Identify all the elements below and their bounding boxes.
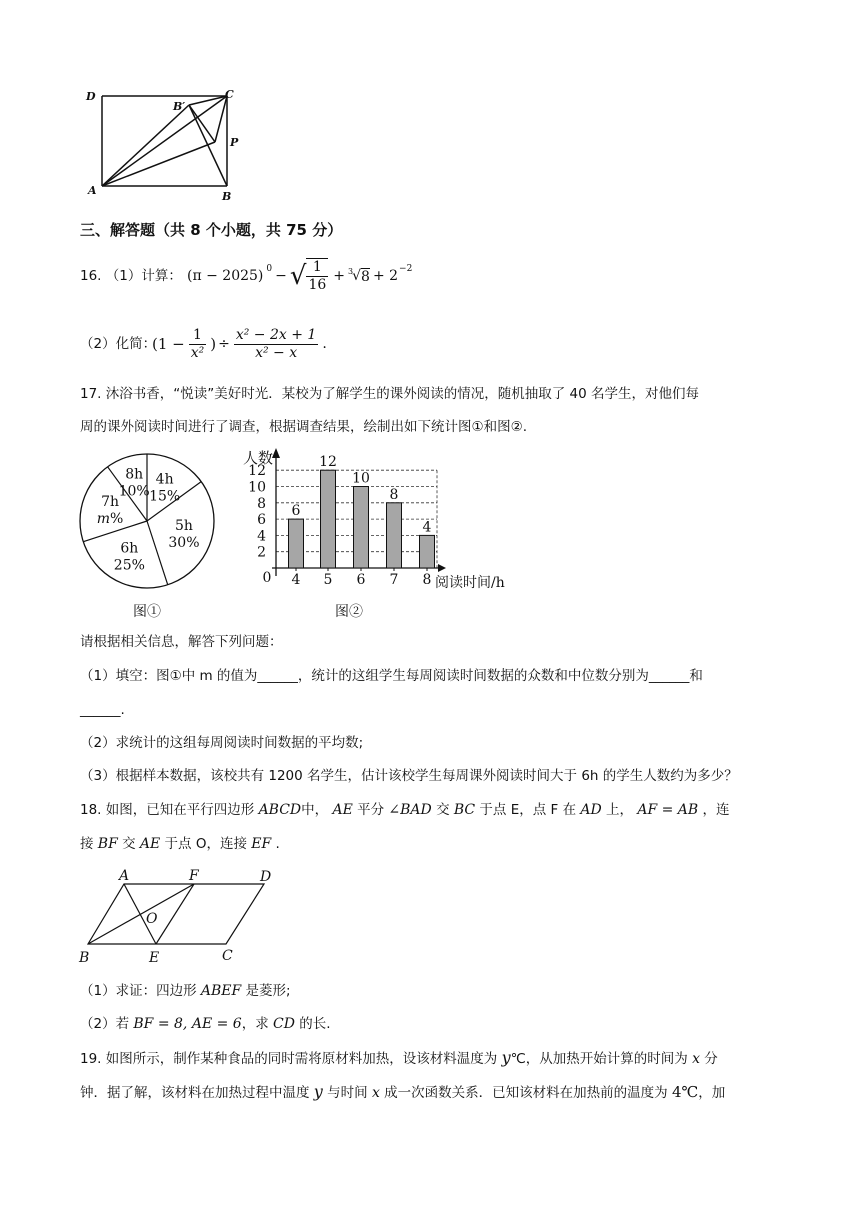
rect-label-a: A — [88, 184, 97, 197]
q19-l2-a: 钟．据了解，该材料在加热过程中温度 — [80, 1085, 310, 1101]
rect-label-b: B — [222, 190, 232, 203]
q18-l1-c: 平分 — [357, 802, 385, 818]
q16-p2-frac2-num: x² − 2x + 1 — [235, 326, 317, 343]
q19-l2-temp: 4℃ — [671, 1083, 699, 1101]
q18-p2-cd: CD — [273, 1016, 295, 1032]
q19-l1-unit: ℃ — [510, 1051, 526, 1067]
para-label-c: C — [222, 948, 233, 964]
q17-part2: （2）求统计的这组每周阅读时间数据的平均数; — [80, 735, 364, 751]
q18-p1-a: （1）求证：四边形 — [80, 983, 197, 999]
q16-cbrt-index: 3 — [348, 266, 354, 276]
q19-l1-c: 分 — [704, 1051, 718, 1067]
para-label-o: O — [146, 911, 158, 927]
q17-part3: （3）根据样本数据，该校共有 1200 名学生，估计该校学生每周课外阅读时间大于 6h 的学生人数约为多少？ — [80, 768, 738, 784]
q16-minus: − — [275, 268, 287, 284]
q18-l1-abcd: ABCD — [258, 802, 302, 818]
pie-slice-hours-label: 4h — [155, 471, 174, 488]
q16-part2-label: （2）化简： — [80, 336, 157, 352]
q18-l2-a: 接 — [80, 836, 94, 852]
q18-p1-b: 是菱形; — [245, 983, 291, 999]
sqrt-symbol-icon: √ — [289, 261, 307, 291]
q18-l1-b: 中， — [301, 802, 329, 818]
q18-l2-ef: EF — [251, 836, 272, 852]
q16-p2-frac1-den: x² — [190, 344, 205, 361]
q16-p2-fraction-1 — [189, 327, 207, 362]
q16-p2-frac1-num: 1 — [189, 327, 207, 345]
q18-p2-b: ，求 — [241, 1016, 269, 1032]
q16-part2-expression — [152, 322, 327, 366]
bar-value-label: 10 — [352, 470, 370, 487]
x-tick-label: 4 — [291, 572, 301, 588]
bar — [321, 470, 336, 568]
rect-label-c: C — [225, 88, 234, 101]
pie-slice-percent-label: 25% — [113, 557, 145, 574]
pie-slice-percent-label: 30% — [168, 535, 200, 552]
q19-l2-b: 与时间 — [327, 1085, 368, 1101]
bar — [289, 519, 304, 568]
y-axis-label: 人数 — [242, 449, 274, 467]
q18-l1-angle: ∠BAD — [388, 802, 432, 818]
pie-slice-percent-label: m% — [96, 510, 124, 527]
q18-l1-eq: AF = AB — [637, 802, 699, 818]
q18-line2 — [80, 834, 280, 854]
q19-l1-b: ，从加热开始计算的时间为 — [525, 1051, 688, 1067]
q18-l1-e: 于点 E，点 F 在 — [479, 802, 577, 818]
q18-p2-c: 的长. — [299, 1016, 331, 1032]
x-tick-label: 8 — [422, 572, 432, 588]
section-heading: 三、解答题（共 8 个小题，共 75 分） — [80, 221, 343, 239]
q18-l1-f: 上， — [606, 802, 634, 818]
y-tick-label: 4 — [257, 528, 266, 545]
q16-frac-num: 1 — [306, 259, 328, 277]
y-tick-label: 8 — [257, 495, 266, 512]
y-axis-arrow-icon — [272, 448, 280, 458]
q18-l1-a: 18. 如图，已知在平行四边形 — [80, 802, 255, 818]
q19-l1-y: y — [501, 1048, 511, 1067]
q19-l1-a: 19. 如图所示，制作某种食品的同时需将原材料加热，设该材料温度为 — [80, 1051, 498, 1067]
y-tick-label: 12 — [248, 463, 266, 480]
q18-l1-bc: BC — [453, 802, 476, 818]
rect-label-b-prime: B′ — [173, 100, 186, 113]
q18-l2-c: 于点 O，连接 — [164, 836, 247, 852]
q19-line2 — [80, 1082, 725, 1103]
q19-l2-c: 成一次函数关系．已知该材料在加热前的温度为 — [384, 1085, 668, 1101]
q18-l2-ae: AE — [139, 836, 161, 852]
pie-slice-percent-label: 10% — [118, 483, 150, 500]
q19-l2-y: y — [313, 1082, 323, 1101]
rectangle-fold-figure — [80, 80, 250, 205]
q16-p2-left-close: ) — [210, 335, 217, 353]
q16-part1-label: （1）计算： — [105, 268, 182, 284]
para-label-f: F — [189, 868, 199, 884]
y-tick-label: 10 — [248, 479, 266, 496]
q18-line1 — [80, 800, 729, 820]
parallelogram-figure — [76, 866, 286, 968]
y-tick-label: 6 — [257, 512, 266, 529]
q16-tail-exp: −2 — [399, 264, 413, 274]
q16-sqrt-fraction — [306, 258, 328, 294]
bar-caption: 图② — [335, 604, 363, 620]
y-tick-label: 2 — [257, 544, 266, 561]
cbrt-symbol-icon: √ — [352, 268, 362, 284]
q18-l2-d: . — [275, 836, 280, 852]
q16-pi-expr: (π − 2025) — [187, 268, 264, 284]
q18-p2-eq: BF = 8, AE = 6 — [133, 1016, 242, 1032]
x-tick-label: 7 — [389, 572, 399, 588]
y-tick-label: 0 — [262, 570, 272, 586]
bar-value-label: 12 — [319, 454, 337, 471]
bar-value-label: 6 — [291, 503, 301, 520]
q16-part1 — [80, 266, 182, 286]
q18-l2-b: 交 — [122, 836, 136, 852]
q16-p2-fraction-2 — [234, 327, 318, 362]
para-label-d: D — [260, 869, 272, 885]
q18-l1-g: ，连 — [702, 802, 730, 818]
x-axis-arrow-icon — [438, 564, 446, 572]
bar — [420, 535, 435, 568]
q18-p2-a: （2）若 — [80, 1016, 130, 1032]
para-label-a: A — [119, 868, 130, 884]
q19-line1 — [80, 1048, 718, 1069]
q16-plus: + — [333, 268, 345, 284]
para-label-b: B — [79, 950, 90, 966]
q16-p2-end: . — [322, 336, 327, 352]
q18-l2-bf: BF — [97, 836, 118, 852]
q18-p1-abef: ABEF — [200, 983, 242, 999]
q16-cbrt-arg: 8 — [361, 268, 370, 285]
q19-l1-x: x — [692, 1051, 700, 1067]
pie-slice-hours-label: 8h — [125, 466, 144, 483]
q17-prompt: 请根据相关信息，解答下列问题： — [80, 634, 283, 650]
q16-exp-0: 0 — [266, 264, 273, 274]
pie-chart — [76, 452, 226, 624]
bar — [354, 487, 369, 569]
q16-p2-frac2-den: x² − x — [255, 344, 298, 361]
q18-l1-ae: AE — [332, 802, 353, 818]
q16-part1-expression — [187, 256, 412, 296]
bar-value-label: 8 — [389, 486, 399, 503]
q16-tail: + 2 — [372, 268, 399, 284]
q16-number: 16. — [80, 268, 102, 284]
bar — [387, 503, 402, 568]
q19-l2-x: x — [371, 1085, 380, 1101]
q18-l1-d: 交 — [436, 802, 450, 818]
rect-label-d: D — [86, 90, 96, 103]
x-tick-label: 5 — [323, 572, 333, 588]
q16-p2-div: ÷ — [218, 336, 230, 352]
q18-part2 — [80, 1014, 331, 1034]
pie-slice-hours-label: 6h — [120, 540, 139, 557]
q16-frac-den: 16 — [308, 277, 327, 293]
pie-slice-boundary — [147, 521, 168, 585]
pie-caption: 图① — [133, 604, 161, 620]
q18-l1-ad: AD — [580, 802, 602, 818]
pie-slice-percent-label: 15% — [149, 488, 181, 505]
q17-part1-line1: （1）填空：图①中 m 的值为______，统计的这组学生每周阅读时间数据的众数和中位数分别为______和 — [80, 668, 703, 684]
pie-slice-hours-label: 5h — [174, 518, 193, 535]
bar-chart — [224, 444, 524, 624]
para-label-e: E — [149, 950, 160, 966]
rect-label-p: P — [230, 136, 239, 149]
q17-line2: 周的课外阅读时间进行了调查，根据调查结果，绘制出如下统计图①和图②. — [80, 419, 527, 435]
q17-line1: 17. 沐浴书香，“悦读”美好时光．某校为了解学生的课外阅读的情况，随机抽取了 40 名学生，对他们每 — [80, 386, 700, 402]
x-tick-label: 6 — [356, 572, 366, 588]
x-axis-label: 阅读时间/h — [435, 575, 505, 591]
bar-value-label: 4 — [422, 519, 432, 536]
pie-slice-hours-label: 7h — [101, 493, 120, 510]
q18-part1 — [80, 981, 291, 1001]
q16-p2-left-open: (1 − — [152, 335, 185, 353]
q19-l2-d: ，加 — [698, 1085, 726, 1101]
q17-part1-line2: ______. — [80, 702, 125, 718]
